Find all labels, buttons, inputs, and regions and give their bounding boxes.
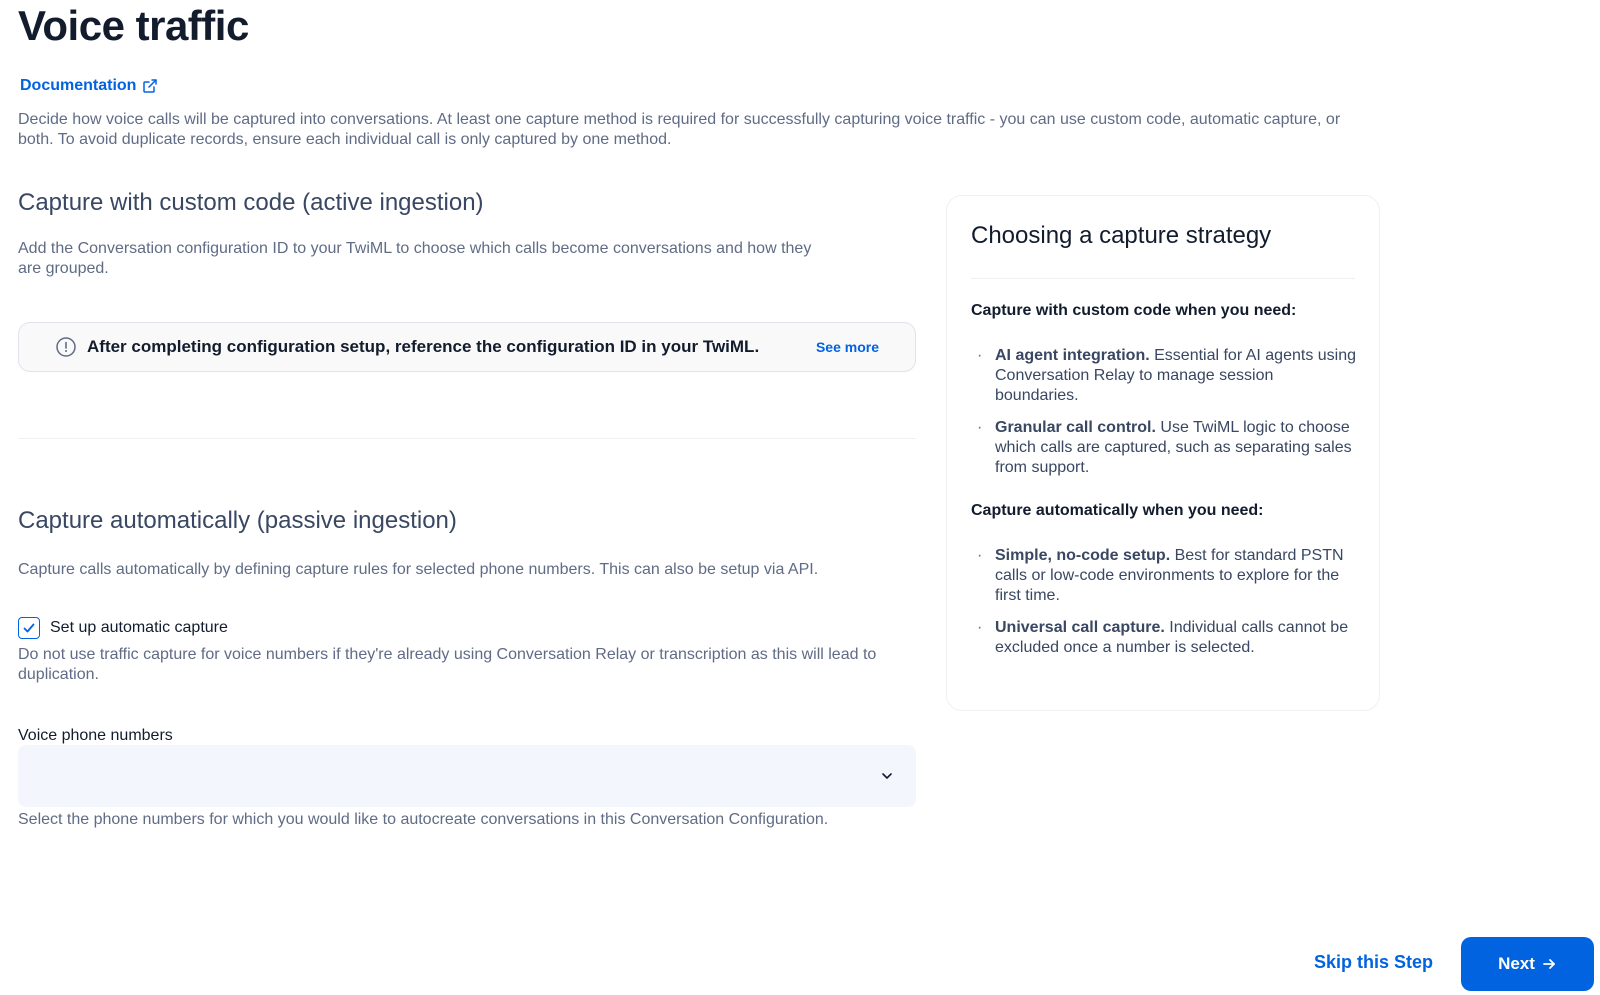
list-item <box>971 546 1357 606</box>
strategy-card-title: Choosing a capture strategy <box>971 222 1272 249</box>
automatic-capture-label: Set up automatic capture <box>50 619 228 636</box>
voice-numbers-select[interactable] <box>18 745 916 807</box>
list-item <box>971 346 1357 406</box>
list-item-text: Best for standard PSTN calls or low-code environments to explore for the first time. <box>995 547 1344 604</box>
chevron-down-icon <box>880 769 894 783</box>
automatic-capture-checkbox-row[interactable] <box>18 617 228 639</box>
page-title: Voice traffic <box>18 2 249 49</box>
automatic-description: Capture calls automatically by defining capture rules for selected phone numbers. This can also be setup via API. <box>18 561 819 578</box>
automatic-capture-checkbox[interactable] <box>18 617 40 639</box>
auto-strategy-list <box>971 546 1357 670</box>
page-intro: Decide how voice calls will be captured into conversations. At least one capture method is required for successfully capturing voice traffic - you can use custom code, automatic capture, or both. To avoid duplicate records, ensure each individual call is only captured by one method. <box>18 111 1341 148</box>
list-item-bold: Universal call capture. <box>995 619 1165 636</box>
callout-text: After completing configuration setup, reference the configuration ID in your TwiML. <box>87 337 760 356</box>
custom-strategy-list <box>971 346 1357 490</box>
next-button[interactable] <box>1461 937 1594 991</box>
list-item <box>971 418 1357 478</box>
list-item-text: Individual calls cannot be excluded once a number is selected. <box>995 619 1349 656</box>
see-more-link[interactable]: See more <box>815 339 879 355</box>
list-item-bold: AI agent integration. <box>995 347 1150 364</box>
list-item <box>971 618 1357 658</box>
documentation-link[interactable] <box>20 77 158 95</box>
voice-numbers-label: Voice phone numbers <box>18 727 173 744</box>
documentation-link-label: Documentation <box>20 77 137 94</box>
next-button-label: Next <box>1498 954 1535 973</box>
check-icon <box>22 621 36 635</box>
arrow-right-icon <box>1541 956 1557 972</box>
custom-code-section-title: Capture with custom code (active ingestion) <box>18 189 484 216</box>
strategy-card-divider <box>971 278 1355 279</box>
list-item-bold: Simple, no-code setup. <box>995 547 1171 564</box>
custom-code-description: Add the Conversation configuration ID to your TwiML to choose which calls become conversations and how they are grouped. <box>18 240 812 277</box>
custom-strategy-heading: Capture with custom code when you need: <box>971 302 1297 319</box>
skip-step-button[interactable]: Skip this Step <box>1314 952 1434 972</box>
automatic-section-title: Capture automatically (passive ingestion) <box>18 507 457 534</box>
configuration-callout <box>18 322 916 372</box>
duplication-warning: Do not use traffic capture for voice numbers if they're already using Conversation Relay or transcription as this will lead to duplication. <box>18 646 877 683</box>
alert-circle-icon <box>55 336 77 358</box>
list-item-text: Use TwiML logic to choose which calls are captured, such as separating sales from support. <box>995 419 1352 476</box>
external-link-icon <box>142 78 158 94</box>
voice-numbers-help: Select the phone numbers for which you would like to autocreate conversations in this Conversation Configuration. <box>18 811 829 828</box>
list-item-text: Essential for AI agents using Conversation Relay to manage session boundaries. <box>995 347 1357 404</box>
section-divider <box>18 438 916 439</box>
auto-strategy-heading: Capture automatically when you need: <box>971 502 1264 519</box>
strategy-card <box>946 195 1380 711</box>
list-item-bold: Granular call control. <box>995 419 1156 436</box>
